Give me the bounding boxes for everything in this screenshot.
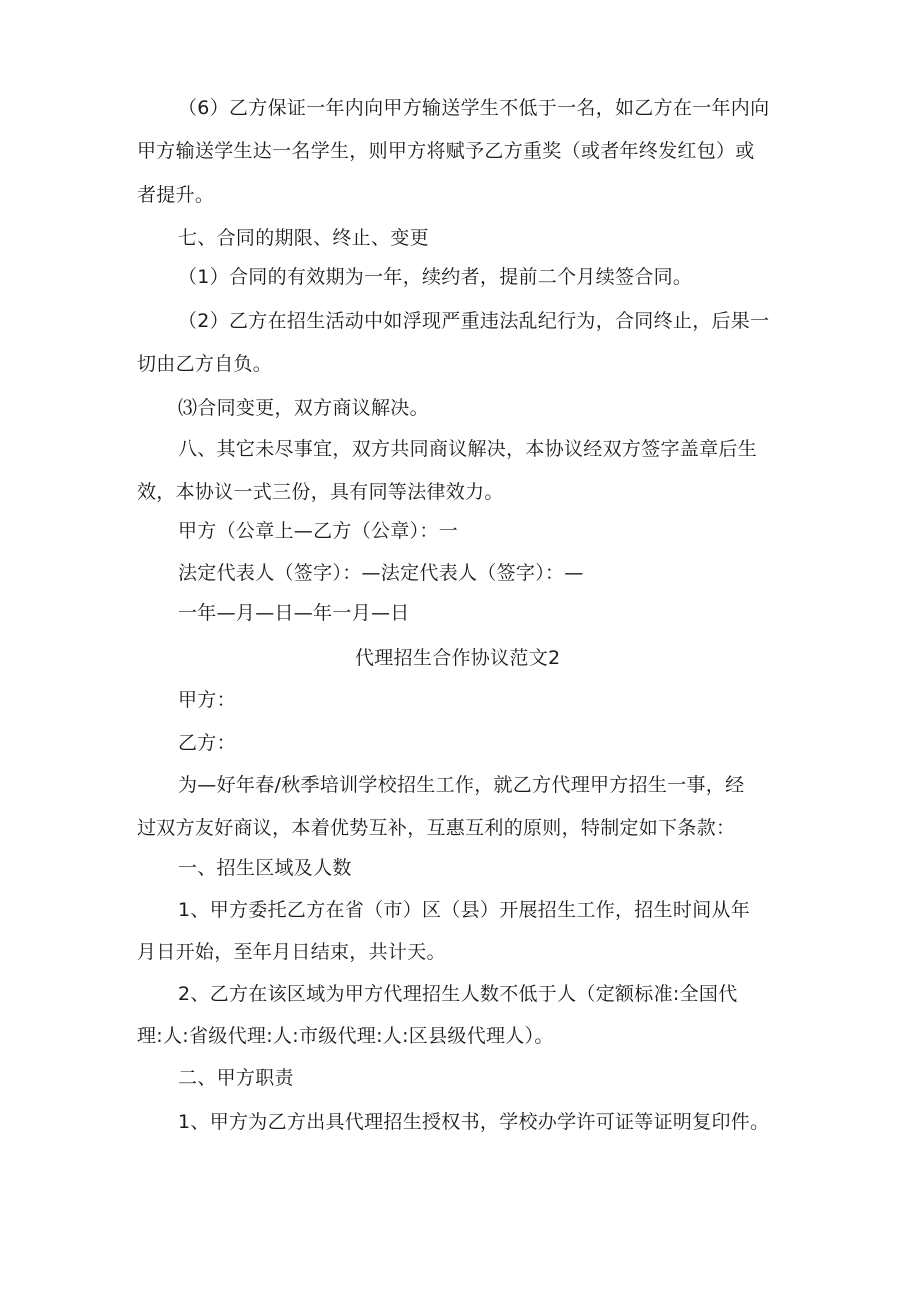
paragraph-line: 八、其它未尽事宜，双方共同商议解决，本协议经双方签字盖章后生 bbox=[178, 438, 758, 460]
paragraph-line: 理:人:省级代理:人:市级代理:人:区县级代理人）。 bbox=[137, 1025, 554, 1047]
section-heading: 二、甲方职责 bbox=[178, 1067, 294, 1089]
paragraph-line: （2）乙方在招生活动中如浮现严重违法乱纪行为，合同终止，后果一 bbox=[178, 310, 770, 332]
paragraph-line: ⑶合同变更，双方商议解决。 bbox=[178, 397, 429, 419]
paragraph-line: 1、甲方为乙方出具代理招生授权书，学校办学许可证等证明复印件。 bbox=[178, 1111, 770, 1133]
section-heading: 七、合同的期限、终止、变更 bbox=[178, 227, 429, 249]
party-a-label: 甲方： bbox=[178, 689, 236, 711]
paragraph-line: （1）合同的有效期为一年，续约者，提前二个月续签合同。 bbox=[178, 266, 693, 288]
paragraph-line: 过双方友好商议，本着优势互补，互惠互利的原则，特制定如下条款： bbox=[137, 817, 736, 839]
paragraph-line: 为—好年春/秋季培训学校招生工作，就乙方代理甲方招生一事，经 bbox=[178, 774, 745, 796]
party-b-label: 乙方： bbox=[178, 732, 236, 754]
paragraph-line: 者提升。 bbox=[137, 184, 215, 206]
signature-line: 法定代表人（签字）：—法定代表人（签字）：— bbox=[178, 562, 584, 584]
signature-line: 甲方（公章上—乙方（公章）：一 bbox=[178, 520, 459, 542]
section-heading: 一、招生区域及人数 bbox=[178, 857, 352, 879]
paragraph-line: 1、甲方委托乙方在省（市）区（县）开展招生工作，招生时间从年 bbox=[178, 899, 751, 921]
paragraph-line: 切由乙方自负。 bbox=[137, 353, 273, 375]
paragraph-line: （6）乙方保证一年内向甲方输送学生不低于一名，如乙方在一年内向 bbox=[178, 97, 770, 119]
paragraph-line: 2、乙方在该区域为甲方代理招生人数不低于人（定额标准:全国代 bbox=[178, 983, 738, 1005]
paragraph-line: 甲方输送学生达一名学生，则甲方将赋予乙方重奖（或者年终发红包）或 bbox=[137, 140, 755, 162]
document-title: 代理招生合作协议范文2 bbox=[355, 647, 561, 669]
paragraph-line: 效，本协议一式三份，具有同等法律效力。 bbox=[137, 481, 504, 503]
paragraph-line: 月日开始，至年月日结束，共计天。 bbox=[137, 941, 446, 963]
date-line: 一年—月—日—年一月—日 bbox=[178, 602, 410, 624]
